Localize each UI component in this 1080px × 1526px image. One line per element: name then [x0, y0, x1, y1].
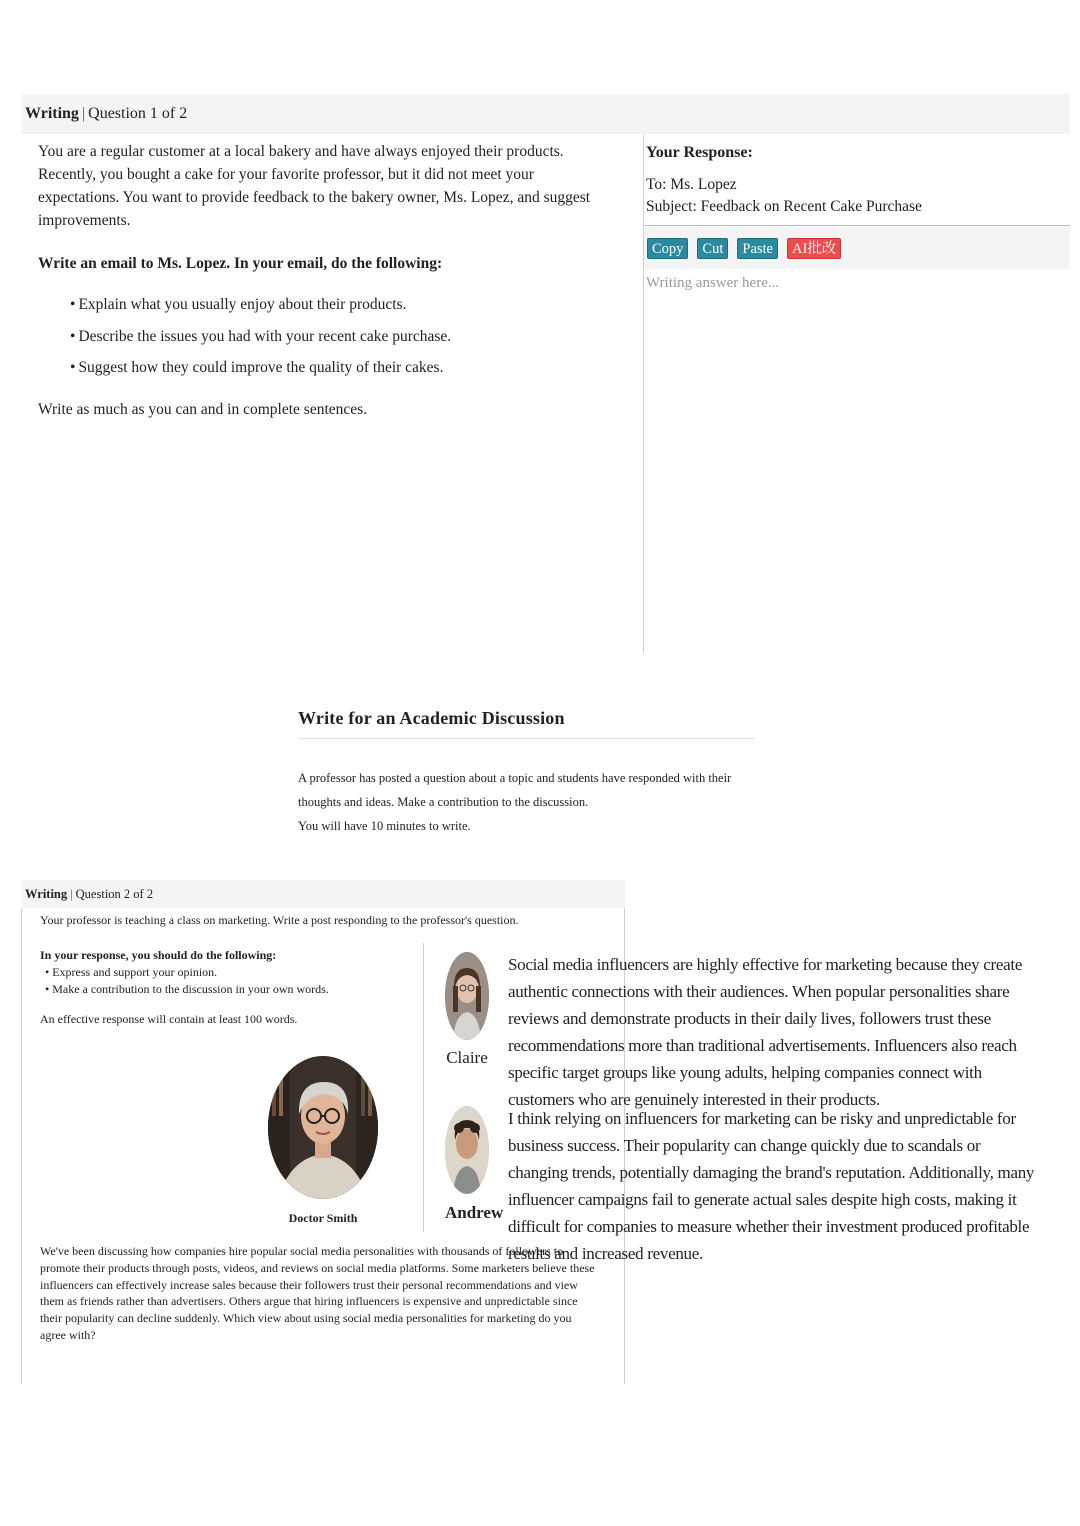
paste-button[interactable]: Paste: [737, 238, 778, 259]
task-closing: Write as much as you can and in complete sentences.: [38, 401, 368, 418]
professor-avatar: [268, 1056, 378, 1199]
task-bullet: • Describe the issues you had with your recent cake purchase.: [70, 327, 452, 345]
task-instructions: [40, 947, 420, 1028]
task-bullet: • Make a contribution to the discussion in your own words.: [45, 982, 329, 996]
response-divider: [644, 225, 1070, 226]
question1-header: [22, 94, 1070, 134]
panel-divider[interactable]: [643, 135, 644, 653]
student-name: Andrew: [445, 1203, 504, 1222]
professor-name: Doctor Smith: [288, 1211, 358, 1225]
directions-line: A professor has posted a question about a topic and students have responded with their: [298, 771, 732, 785]
student-post: Social media influencers are highly effective for marketing because they create authentic connections with their audiences. When popular personalities share reviews and demonstrate products in their daily lives, followers trust these recommendations more than traditional advertisements. Influencers also reach specific target groups like young adults, helping companies connect with customers who are genuinely interested in their products.: [508, 955, 1023, 1109]
editor-toolbar: [644, 227, 1070, 269]
section-label: Writing: [25, 886, 68, 901]
page-title: Write for an Academic Discussion: [298, 708, 565, 728]
student-post: I think relying on influencers for marketing can be risky and unpredictable for business success. Their popularity can change quickly due to scandals or changing trends, potentially damaging the brand's reputation. Additionally, many influencer campaigns fail to generate actual sales despite high costs, making it difficult for companies to measure whether their investment produced profitable results and increased revenue.: [508, 1109, 1035, 1263]
response-panel: [646, 140, 1070, 218]
email-subject: Subject: Feedback on Recent Cake Purchase: [646, 198, 922, 215]
andrew-avatar: [445, 1106, 489, 1194]
response-title: Your Response:: [646, 144, 753, 161]
task-prompt: Your professor is teaching a class on marketing. Write a post responding to the professor's question.: [40, 913, 519, 927]
task-bullet: • Explain what you usually enjoy about their products.: [70, 296, 407, 313]
title-divider: [298, 738, 755, 739]
task-bullet: • Express and support your opinion.: [45, 965, 218, 979]
task-instruction: Write an email to Ms. Lopez. In your email, do the following:: [38, 255, 443, 272]
column-divider: [423, 943, 424, 1232]
task-prompt: You are a regular customer at a local bakery and have always enjoyed their products. Recently, you bought a cake for your favorite professor, but it did not meet your expectations. You want to provide feedback to the bakery owner, Ms. Lopez, and suggest improvements.: [38, 143, 591, 229]
copy-button[interactable]: Copy: [647, 238, 688, 259]
header-separator: |: [81, 105, 86, 122]
word-requirement: An effective response will contain at least 100 words.: [40, 1012, 298, 1026]
time-limit: You will have 10 minutes to write.: [298, 819, 471, 833]
directions-line: thoughts and ideas. Make a contribution to the discussion.: [298, 795, 589, 809]
question2-header: [22, 880, 625, 908]
panel-border: [21, 908, 22, 1384]
answer-textarea[interactable]: Writing answer here...: [646, 275, 780, 291]
task-bullet: • Suggest how they could improve the quality of their cakes.: [70, 359, 444, 376]
task-instruction: In your response, you should do the following:: [40, 948, 277, 962]
student-name: Claire: [446, 1048, 488, 1067]
ai-grade-button[interactable]: AI批改: [787, 238, 841, 259]
professor-question: We've been discussing how companies hire popular social media personalities with thousands of followers to promote their products through posts, videos, and reviews on social media platforms. Some marketers believe these influencers can effectively increase sales because their followers trust their personal recommendations and view them as friends rather than advertisers. Others argue that hiring influencers is expensive and unpredictable since their popularity can decline suddenly. Which view about using social media personalities for marketing do you agree with?: [40, 1244, 595, 1342]
cut-button[interactable]: Cut: [697, 238, 728, 259]
section-label: Writing: [25, 105, 79, 122]
directions: [298, 766, 768, 838]
email-to: To: Ms. Lopez: [646, 176, 737, 193]
question-counter: Question 2 of 2: [75, 886, 154, 901]
claire-avatar: [445, 952, 489, 1040]
task-bullet-list: [38, 293, 608, 379]
question-counter: Question 1 of 2: [88, 105, 188, 122]
header-separator: |: [70, 886, 73, 901]
question1-prompt-panel: [38, 140, 608, 421]
